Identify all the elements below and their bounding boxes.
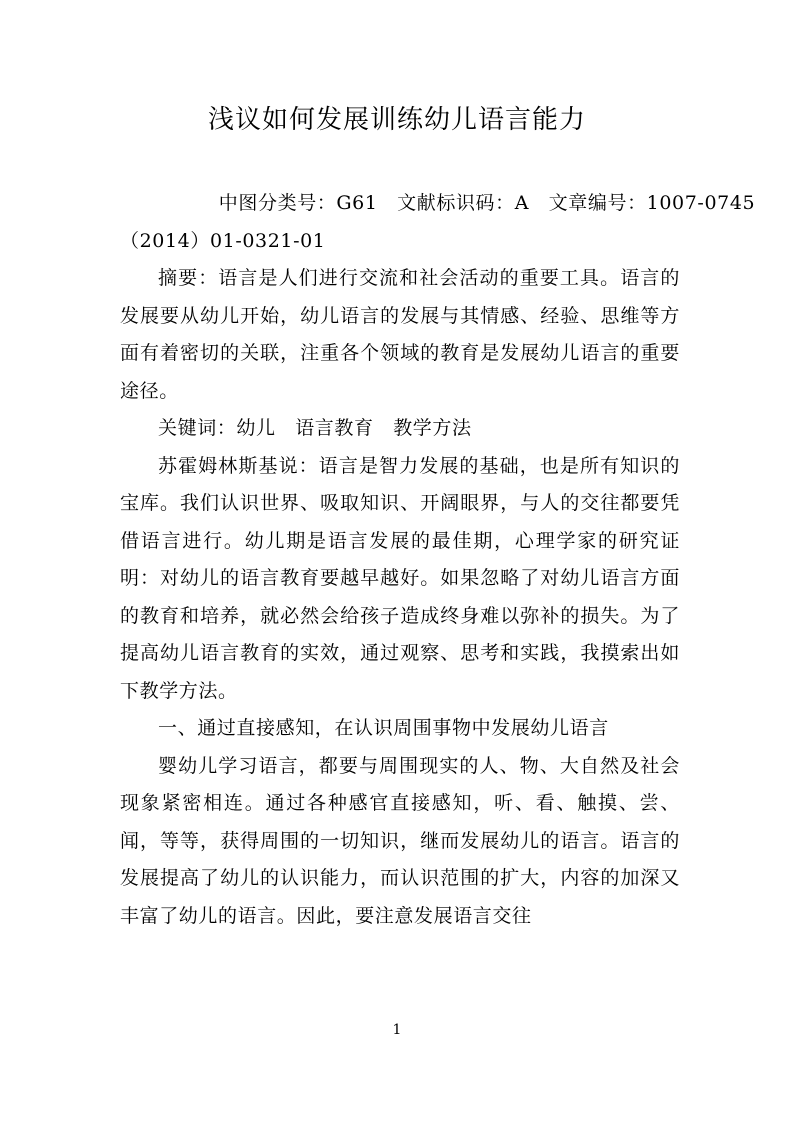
document-title: 浅议如何发展训练幼儿语言能力	[207, 105, 586, 135]
abstract-paragraph: 摘要：语言是人们进行交流和社会活动的重要工具。语言的发展要从幼儿开始，幼儿语言的发展与其情感、经验、思维等方面有着密切的关联，注重各个领域的教育是发展幼儿语言的重要途径。	[120, 267, 680, 402]
classification-line: 中图分类号：G61 文献标识码：A 文章编号：1007-0745	[218, 192, 756, 214]
classification-line-continued: （2014）01-0321-01	[120, 229, 326, 252]
keywords-paragraph: 关键词：幼儿 语言教育 教学方法	[158, 417, 472, 439]
body-paragraph-1: 苏霍姆林斯基说：语言是智力发展的基础，也是所有知识的宝库。我们认识世界、吸取知识、开阔眼界，与人的交往都要凭借语言进行。幼儿期是语言发展的最佳期，心理学家的研究证明：对幼儿的语言教育要越早越好。如果忽略了对幼儿语言方面的教育和培养，就必然会给孩子造成终身难以弥补的损失。为了提高幼儿语言教育的实效，通过观察、思考和实践，我摸索出如下教学方法。	[120, 454, 680, 702]
document-body	[120, 185, 756, 935]
section-1-heading: 一、通过直接感知，在认识周围事物中发展幼儿语言	[158, 717, 609, 739]
body-paragraph-2: 婴幼儿学习语言，都要与周围现实的人、物、大自然及社会现象紧密相连。通过各种感官直接感知，听、看、触摸、尝、闻，等等，获得周围的一切知识，继而发展幼儿的语言。语言的发展提高了幼儿的认识能力，而认识范围的扩大，内容的加深又丰富了幼儿的语言。因此，要注意发展语言交往	[120, 754, 680, 927]
page-number: 1	[392, 1022, 402, 1038]
